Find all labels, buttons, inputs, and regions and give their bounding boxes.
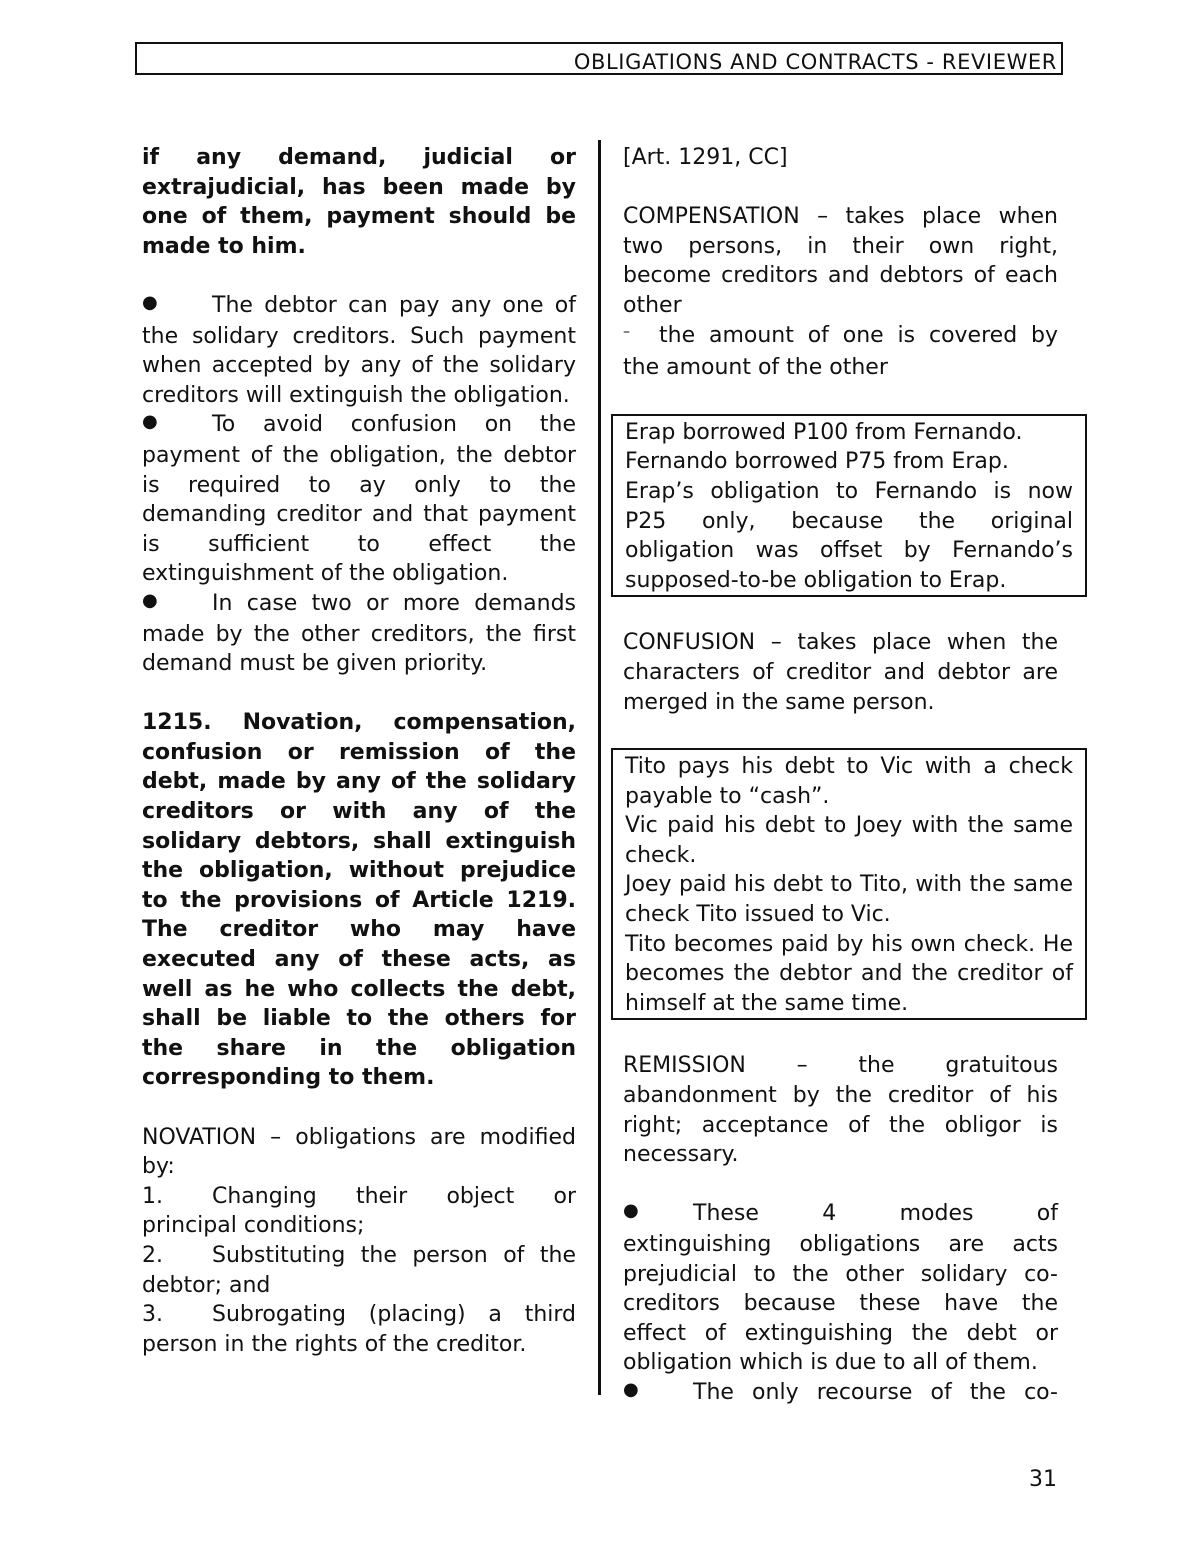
novation-item-text: person in the rights of the creditor. [142,1331,527,1357]
novation-item: 2. Substituting the person of the [142,1242,576,1268]
compensation-definition: COMPENSATION – takes place when two persons, in their own right, become creditors and debtors of each other [623,204,1058,318]
bullet-icon: ● [623,1200,639,1222]
bullet-icon: ● [142,589,158,611]
bullet-text: the solidary creditors. Such payment when accepted by any of the solidary creditors will extinguish the obligation. [142,323,576,408]
left-column [142,143,576,1359]
header-title: OBLIGATIONS AND CONTRACTS - REVIEWER [573,50,1057,74]
bullet-item: ● In case two or more demands [142,589,576,616]
bullet-icon: ● [142,291,158,313]
bullet-text: made by the other creditors, the first demand must be given priority. [142,621,576,677]
confusion-example-box [611,748,1087,1020]
novation-definition: NOVATION – obligations are modified by: [142,1124,576,1180]
page-number: 31 [1029,1467,1057,1492]
novation-item-text: debtor; and [142,1272,271,1298]
example-line: Tito becomes paid by his own check. He becomes the debtor and the creditor of himself at the same time. [625,931,1073,1016]
novation-item: 1. Changing their object or [142,1183,576,1209]
example-line: Fernando borrowed P75 from Erap. [625,449,1009,475]
bullet-item: ● To avoid confusion on the [142,411,576,438]
column-divider [598,140,601,1395]
article-reference: [Art. 1291, CC] [623,145,788,170]
bullet-item: ● The only recourse of the co- [623,1378,1058,1405]
bullet-icon: ● [142,411,158,433]
novation-item-text: principal conditions; [142,1213,365,1239]
page-header-box [135,42,1063,75]
intro-line: extrajudicial, has been made by [142,174,576,200]
intro-line: if any demand, judicial or [142,145,576,170]
example-line: Joey paid his debt to Tito, with the same check Tito issued to Vic. [625,872,1073,928]
bullet-item: ● These 4 modes of [623,1200,1058,1227]
right-column [623,143,1073,1409]
compensation-example-box [611,414,1087,598]
example-line: Erap’s obligation to Fernando is now P25 only, because the original obligation was offset by Fernando’s supposed-to-be obligation to Erap. [625,478,1073,593]
intro-line: one of them, payment should be [142,204,576,230]
intro-line: made to him. [142,233,306,259]
bullet-item: ● The debtor can pay any one of [142,291,576,318]
bullet-text: extinguishing obligations are acts prejudicial to the other solidary co-creditors because these have the effect of extinguishing the debt or obligation which is due to all of them. [623,1232,1058,1376]
example-line: Vic paid his debt to Joey with the same check. [625,813,1073,868]
bullet-text: payment of the obligation, the debtor is required to ay only to the demanding creditor and that payment is sufficient to effect the extinguishment of the obligation. [142,442,576,587]
example-line: Erap borrowed P100 from Fernando. [625,419,1023,445]
bullet-icon: ● [623,1378,639,1400]
remission-definition: REMISSION – the gratuitous abandonment by the creditor of his right; acceptance of the obligor is necessary. [623,1053,1058,1168]
compensation-note: – the amount of one is covered by the amount of the other [623,322,1058,381]
confusion-definition: CONFUSION – takes place when the characters of creditor and debtor are merged in the same person. [623,630,1058,715]
article-1215: 1215. Novation, compensation, confusion or remission of the debt, made by any of the solidary creditors or with any of the solidary debtors, shall extinguish the obligation, without prejudice to the provisions of Article 1219. The creditor who may have executed any of these acts, as well as he who collects the debt, shall be liable to the others for the share in the obligation corresponding to them. [142,710,576,1091]
example-line: Tito pays his debt to Vic with a check payable to “cash”. [625,754,1073,809]
novation-item: 3. Subrogating (placing) a third [142,1302,576,1328]
